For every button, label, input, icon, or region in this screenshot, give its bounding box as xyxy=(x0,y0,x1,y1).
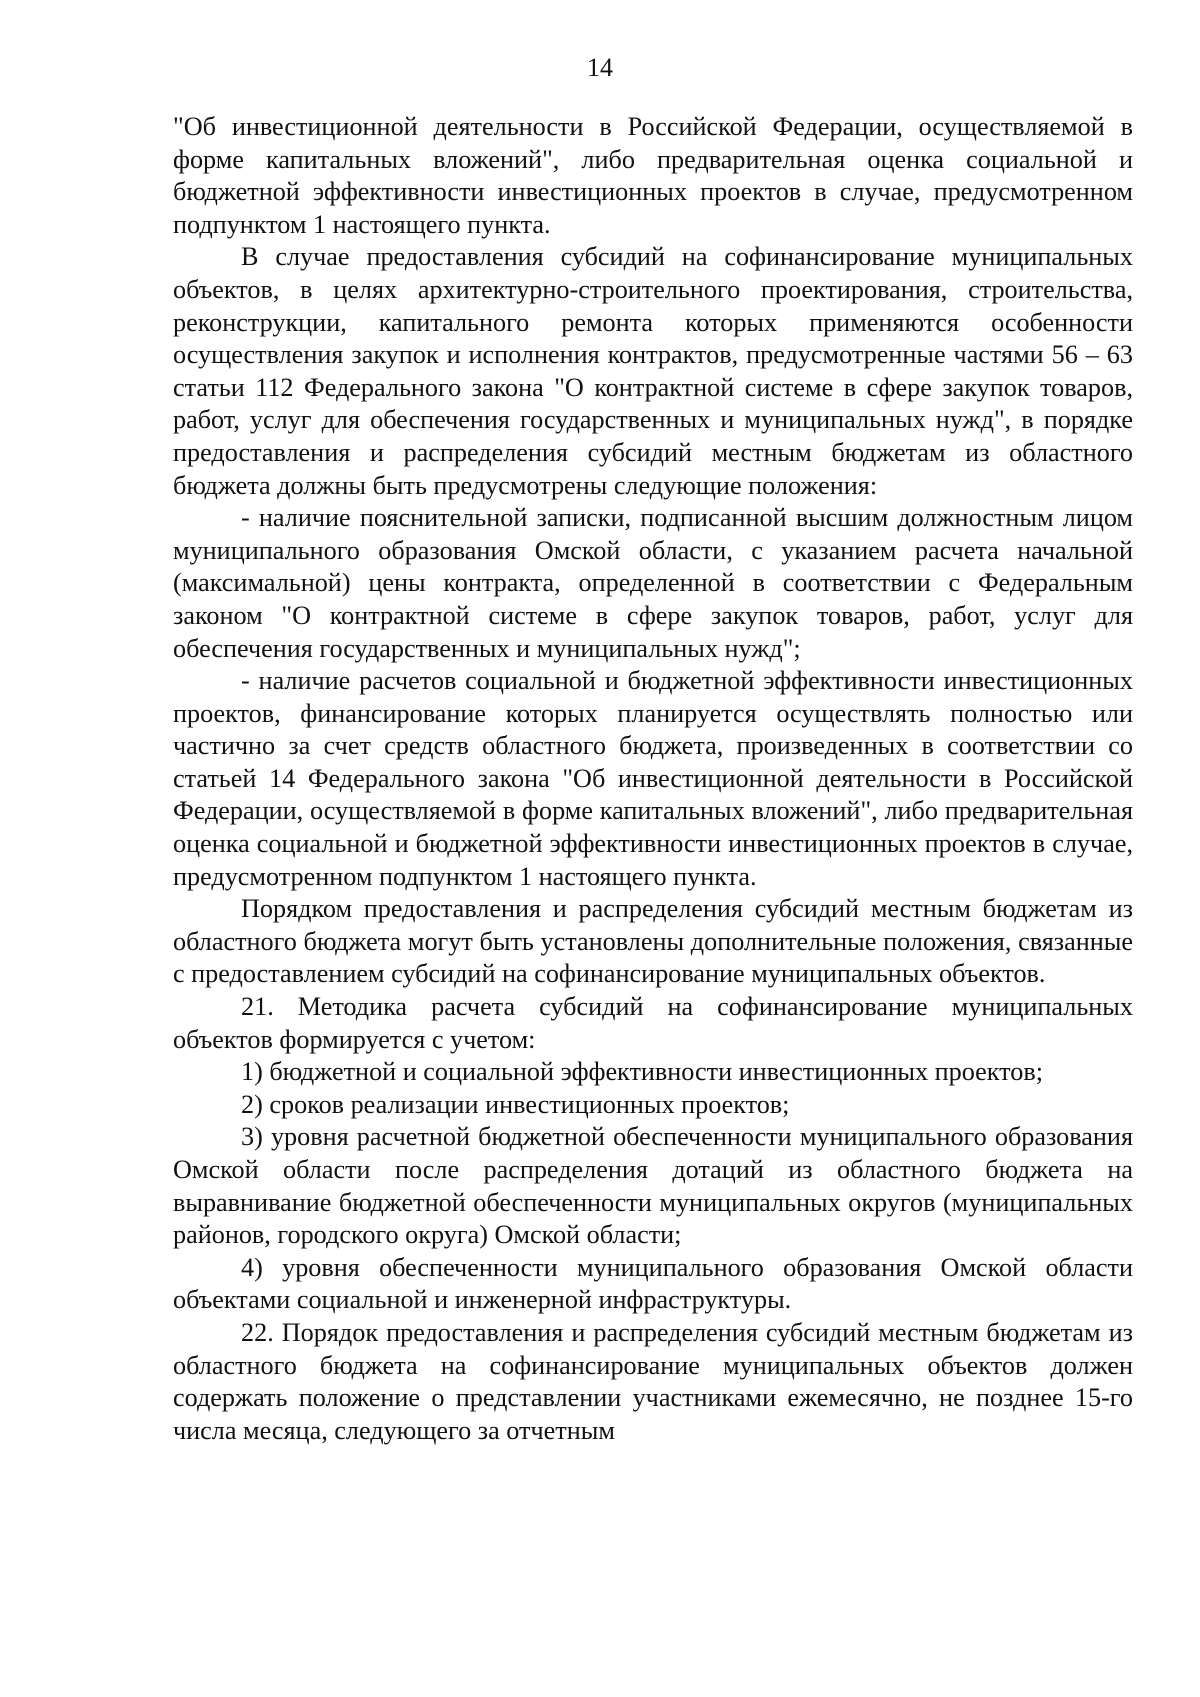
paragraph-item-21-4: 4) уровня обеспеченности муниципального образования Омской области объектами социальной и инженерной инфраструктуры. xyxy=(173,1252,1133,1315)
paragraph-procurement-provisions: В случае предоставления субсидий на софинансирование муниципальных объектов, в целях архитектурно-строительного проектирования, строительства, реконструкции, капитального ремонта которых применяются особенности осуществления закупок и исполнения контрактов, предусмотренные частями 56 – 63 статьи 112 Федерального закона "О контрактной системе в сфере закупок товаров, работ, услуг для обеспечения государственных и муниципальных нужд", в порядке предоставления и распределения субсидий местным бюджетам из областного бюджета должны быть предусмотрены следующие положения: xyxy=(173,242,1133,500)
paragraph-item-21: 21. Методика расчета субсидий на софинансирование муниципальных объектов формируется с учетом: xyxy=(173,992,1133,1054)
paragraph-explanatory-note: - наличие пояснительной записки, подписанной высшим должностным лицом муниципального образования Омской области, с указанием расчета начальной (максимальной) цены контракта, определенной в соответствии с Федеральным законом "О контрактной системе в сфере закупок товаров, работ, услуг для обеспечения государственных и муниципальных нужд"; xyxy=(173,503,1133,663)
paragraph-item-21-3: 3) уровня расчетной бюджетной обеспеченности муниципального образования Омской области после распределения дотаций из областного бюджета на выравнивание бюджетной обеспеченности муниципальных округов (муниципальных районов, городского округа) Омской области; xyxy=(173,1122,1133,1250)
paragraph-item-22: 22. Порядок предоставления и распределения субсидий местным бюджетам из областного бюджета на софинансирование муниципальных объектов должен содержать положение о представлении участниками ежемесячно, не позднее 15-го числа месяца, следующего за отчетным xyxy=(173,1317,1133,1445)
paragraph-additional-provisions: Порядком предоставления и распределения субсидий местным бюджетам из областного бюджета могут быть установлены дополнительные положения, связанные с предоставлением субсидий на софинансирование муниципальных объектов. xyxy=(173,894,1133,989)
paragraph-efficiency-calculations: - наличие расчетов социальной и бюджетной эффективности инвестиционных проектов, финансирование которых планируется осуществлять полностью или частично за счет средств областного бюджета, произведенных в соответствии со статьей 14 Федерального закона "Об инвестиционной деятельности в Российской Федерации, осуществляемой в форме капитальных вложений", либо предварительная оценка социальной и бюджетной эффективности инвестиционных проектов в случае, предусмотренном подпунктом 1 настоящего пункта. xyxy=(173,666,1133,891)
paragraph-item-21-2: 2) сроков реализации инвестиционных проектов; xyxy=(241,1089,790,1119)
paragraph-item-21-1: 1) бюджетной и социальной эффективности инвестиционных проектов; xyxy=(241,1057,1043,1087)
page-number: 14 xyxy=(587,53,613,82)
paragraph-intro-continuation: "Об инвестиционной деятельности в Российской Федерации, осуществляемой в форме капитальных вложений", либо предварительная оценка социальной и бюджетной эффективности инвестиционных проектов в случае, предусмотренном подпунктом 1 настоящего пункта. xyxy=(173,112,1133,239)
document-body xyxy=(173,111,1133,1447)
